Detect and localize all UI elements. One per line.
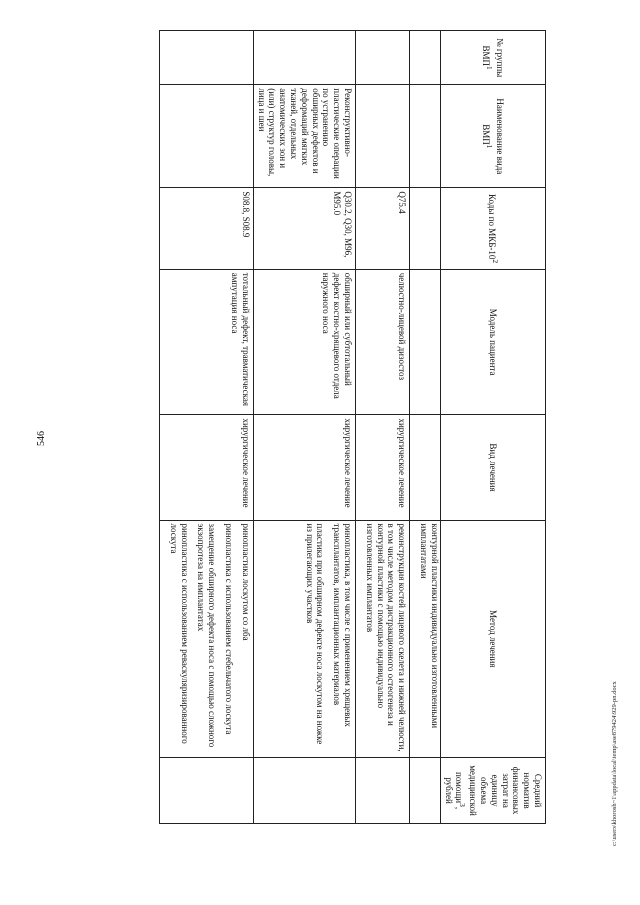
cell-cost <box>160 758 254 824</box>
cell-icd: Q30.2, Q30, M96, M95.0 <box>253 188 355 269</box>
method-item: замещение обширного дефекта носа с помощью сложного экзопротеза на имплантатах <box>196 523 218 748</box>
cell-model: тотальный дефект, травматическая ампутация носа <box>160 269 254 415</box>
cell-model: челюстно-лицевой дизостоз <box>356 269 410 415</box>
cell-treatment-type: хирургическое лечение <box>253 415 355 520</box>
cell-model: обширный или субтотальный дефект костно-хрящевого отдела наружного носа <box>253 269 355 415</box>
cell-icd: S08.8, S08.9 <box>160 188 254 269</box>
cell-icd <box>410 188 441 269</box>
method-item: реконструкция костей лицевого скелета и нижней челюсти, в том числе методом дистракционного остеогенеза и контурной пластики с помощью индивидуально изготовленных имплантатов <box>364 523 408 752</box>
cell-method <box>356 520 410 758</box>
table-row <box>356 31 410 824</box>
footer-file-path: c:\users\khorosh~1\appdata\local\temp\ase879424\929-pn.docx <box>611 681 618 846</box>
page-number: 546 <box>36 431 47 446</box>
cell-name <box>356 85 410 188</box>
method-item: контурной пластики индивидуально изготовленными имплантатами <box>419 523 440 729</box>
table-row <box>160 31 254 824</box>
header-name: Наименование вида ВМП$^1$ <box>440 85 545 188</box>
header-group: № группы ВМП$^1$ <box>440 31 545 85</box>
cell-group <box>160 31 254 85</box>
method-item: ринопластика, в том числе с применением хрящевых трансплантатов, имплантационных материалов <box>332 523 354 727</box>
cell-group <box>356 31 410 85</box>
method-item: ринопластика лоскутом со лба <box>240 523 251 641</box>
header-method: Метод лечения <box>440 520 545 758</box>
cell-name: Реконструктивно-пластические операции по устранению обширных дефектов и деформаций мягких тканей, отдельных анатомических зон и (или) структур головы, лица и шеи <box>253 85 355 188</box>
cell-method <box>410 520 441 758</box>
table-row <box>253 31 355 824</box>
method-item: ринопластика с использованием стебельчатого лоскута <box>224 523 235 735</box>
cell-model <box>410 269 441 415</box>
cell-group <box>253 31 355 85</box>
header-model: Модель пациента <box>440 269 545 415</box>
cell-treatment-type: хирургическое лечение <box>160 415 254 520</box>
method-item: ринопластика с использованием реваскуляризированного лоскута <box>168 523 190 744</box>
header-icd: Коды по МКБ-$10^2$ <box>440 188 545 269</box>
vmp-table <box>159 30 546 824</box>
cell-treatment-type: хирургическое лечение <box>356 415 410 520</box>
header-treatment-type: Вид лечения <box>440 415 545 520</box>
cell-method <box>253 520 355 758</box>
cell-method <box>160 520 254 758</box>
cell-name <box>410 85 441 188</box>
cell-name <box>160 85 254 188</box>
cell-cost <box>253 758 355 824</box>
cell-cost <box>356 758 410 824</box>
table-row <box>410 31 441 824</box>
cell-icd: Q75.4 <box>356 188 410 269</box>
cell-treatment-type <box>410 415 441 520</box>
table-header-row <box>440 31 545 824</box>
method-item: пластика при обширном дефекте носа лоскутом на ножке из прилегающих участков <box>304 523 326 745</box>
header-cost: Средний норматив финансовых затрат на единицу объема медицинской помощи$^3$, рублей <box>440 758 545 824</box>
cell-group <box>410 31 441 85</box>
cell-cost <box>410 758 441 824</box>
